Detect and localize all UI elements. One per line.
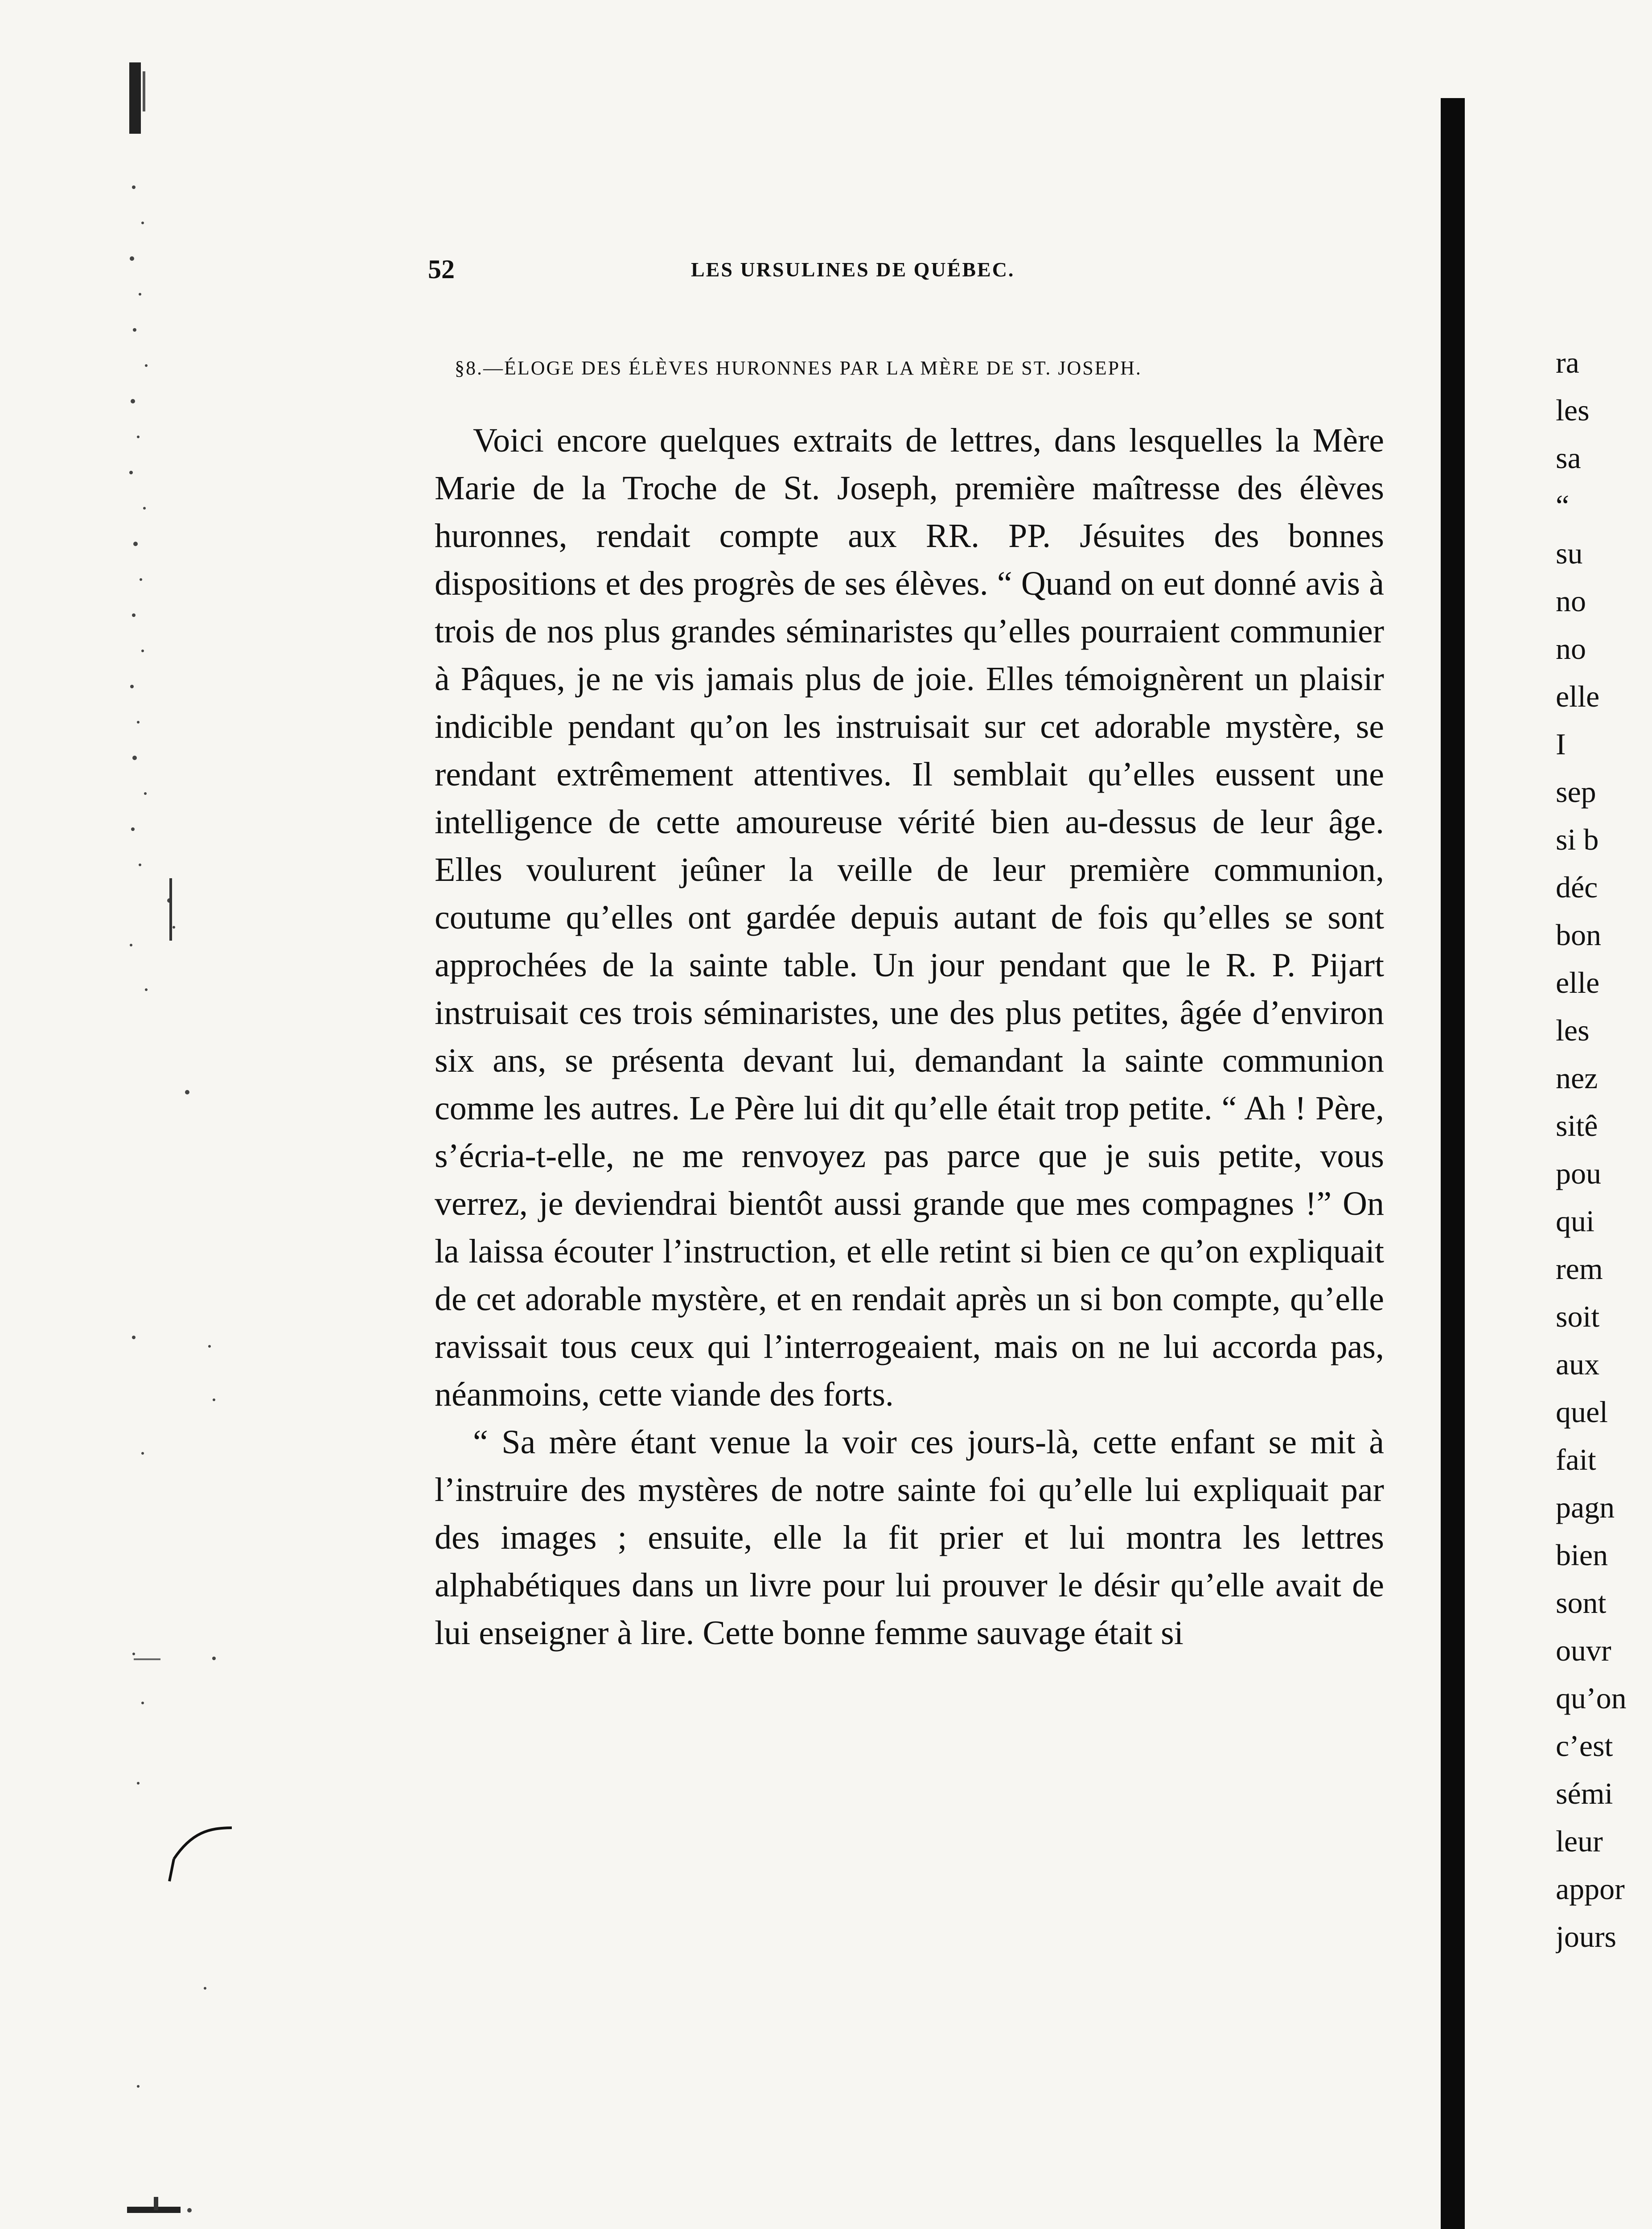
paragraph: “ Sa mère étant venue la voir ces jours-là, cette enfant se mit à l’instruire des mystères de notre sainte foi qu’elle lui expliquait par des images ; ensuite, elle la fit prier et lui montra les lettres alphabétiques dans un livre pour lui prouver le désir qu’elle avait de lui enseigner à lire. Cette bonne femme sauvage était si <box>435 1423 1384 1652</box>
facing-fragment: soit <box>1556 1300 1600 1333</box>
facing-fragment: sont <box>1556 1586 1607 1620</box>
page-header <box>428 254 1391 294</box>
facing-fragment: sémi <box>1556 1777 1613 1810</box>
scan-bottom-mark <box>127 2193 198 2220</box>
facing-page-fragments <box>1556 339 1652 1961</box>
facing-fragment: aux <box>1556 1347 1600 1381</box>
facing-fragment: sitê <box>1556 1109 1598 1143</box>
section-heading: §8.—ÉLOGE DES ÉLÈVES HURONNES PAR LA MÈRE DE ST. JOSEPH. <box>455 357 1142 379</box>
facing-fragment: déc <box>1556 870 1598 904</box>
facing-page-gutter-shadow <box>1441 98 1465 2229</box>
facing-fragment: no <box>1556 584 1586 618</box>
facing-fragment: c’est <box>1556 1729 1613 1763</box>
facing-fragment: les <box>1556 393 1590 427</box>
facing-fragment: qui <box>1556 1204 1594 1238</box>
main-text <box>435 417 1384 1657</box>
scan-gutter-noise <box>125 53 241 2229</box>
facing-fragment: pou <box>1556 1156 1601 1190</box>
facing-fragment: ouvr <box>1556 1633 1611 1667</box>
paragraph: Voici encore quelques extraits de lettres, dans lesquelles la Mère Marie de la Troche de St. Joseph, première maîtresse des élèves huronnes, rendait compte aux RR. PP. Jésuites des bonnes dispositions et des progrès de ses élèves. “ Quand on eut donné avis à trois de nos plus grandes séminaristes qu’elles pourraient communier à Pâques, je ne vis jamais plus de joie. Elles témoignèrent un plaisir indicible pendant qu’on les instruisait sur cet adorable mystère, se rendant extrêmement attentives. Il semblait qu’elles eussent une intelligence de cette amoureuse vérité bien au-dessus de leur âge. Elles voulurent jeûner la veille de leur première communion, coutume qu’elles ont gardée depuis autant de fois qu’elles se sont approchées de la sainte table. Un jour pendant que le R. P. Pijart instruisait ces trois séminaristes, une des plus petites, âgée d’environ six ans, se présenta devant lui, demandant la sainte communion comme les autres. Le Père lui dit qu’elle était trop petite. “ Ah ! Père, s’écria-t-elle, ne me renvoyez pas parce que je suis petite, vous verrez, je deviendrai bientôt aussi grande que mes compagnes !” On la laissa écouter l’instruction, et elle retint si bien ce qu’on expliquait de cet adorable mystère, et en rendait après un si bon compte, qu’elle ravissait tous ceux qui l’interrogeaient, mais on ne lui accorda pas, néanmoins, cette viande des forts. <box>435 422 1384 1413</box>
facing-fragment: ra <box>1556 345 1579 379</box>
facing-fragment: no <box>1556 632 1586 666</box>
facing-fragment: sa <box>1556 441 1581 475</box>
facing-fragment: su <box>1556 536 1583 570</box>
facing-fragment: elle <box>1556 966 1600 999</box>
facing-fragment: qu’on <box>1556 1681 1627 1715</box>
facing-fragment: appor <box>1556 1872 1625 1906</box>
facing-fragment: bien <box>1556 1538 1608 1572</box>
facing-fragment: si b <box>1556 823 1599 856</box>
facing-fragment: fait <box>1556 1443 1596 1476</box>
facing-fragment: bon <box>1556 918 1601 952</box>
facing-fragment: les <box>1556 1013 1590 1047</box>
facing-fragment: pagn <box>1556 1490 1615 1524</box>
facing-fragment: quel <box>1556 1395 1608 1429</box>
page-number: 52 <box>428 255 455 284</box>
facing-fragment: elle <box>1556 679 1600 713</box>
facing-fragment: sep <box>1556 775 1596 809</box>
running-title: LES URSULINES DE QUÉBEC. <box>691 258 1015 281</box>
facing-fragment: jours <box>1556 1920 1616 1953</box>
facing-fragment: nez <box>1556 1061 1598 1095</box>
facing-fragment: rem <box>1556 1252 1603 1286</box>
facing-fragment: “ <box>1556 489 1570 522</box>
facing-fragment: I <box>1556 727 1566 761</box>
facing-fragment: leur <box>1556 1824 1603 1858</box>
